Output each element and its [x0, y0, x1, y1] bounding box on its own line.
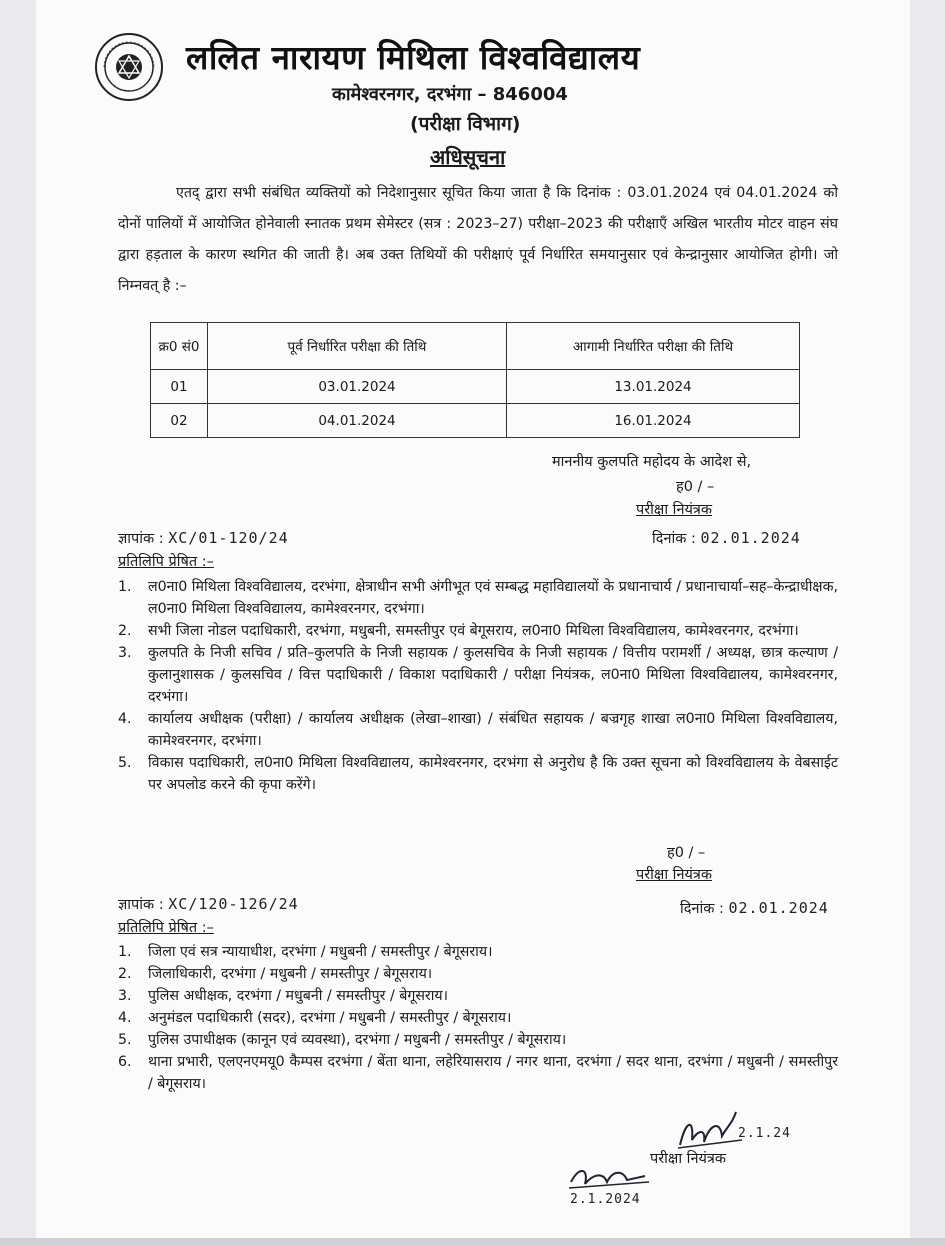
- memo-number-line: [118, 528, 289, 548]
- signed-mark: ह0 / –: [676, 479, 715, 495]
- list-item: 5. पुलिस उपाधीक्षक (कानून एवं व्यवस्था), दरभंगा / मधुबनी / समस्तीपुर / बेगूसराय।: [118, 1032, 567, 1048]
- date-label: दिनांक :: [680, 901, 724, 917]
- table-cell: 01: [151, 370, 208, 404]
- table-header-row: [151, 323, 800, 370]
- copy-forwarded-heading: प्रतिलिपि प्रेषित :–: [118, 920, 214, 936]
- list-item: 3. कुलपति के निजी सचिव / प्रति–कुलपति के निजी सहायक / कुलसचिव के निजी सहायक / वित्तीय परामर्शी / अध्यक्ष, छात्र कल्याण / कुलानुशासक / कुलसचिव / वित्त पदाधिकारी / विकाश पदाधिकारी / परीक्षा नियंत्रक, ल0ना0 मिथिला विश्वविद्यालय, कामेश्वरनगर, दरभंगा।: [118, 645, 838, 705]
- table-cell: 02: [151, 404, 208, 438]
- signed-mark: ह0 / –: [667, 845, 706, 861]
- order-line: माननीय कुलपति महोदय के आदेश से,: [552, 454, 752, 470]
- memo-label: ज्ञापांक :: [118, 897, 164, 913]
- list-item: 4. कार्यालय अधीक्षक (परीक्षा) / कार्यालय अधीक्षक (लेखा–शाखा) / संबंधित सहायक / बज्रगृह शाखा ल0ना0 मिथिला विश्वविद्यालय, कामेश्वरनगर, दरभंगा।: [118, 711, 838, 749]
- list-item: 2. जिलाधिकारी, दरभंगा / मधुबनी / समस्तीपुर / बेगूसराय।: [118, 966, 433, 982]
- memo-number-handwritten: XC/120-126/24: [168, 895, 299, 913]
- memo-label: ज्ञापांक :: [118, 531, 164, 547]
- memo-date-handwritten: 02.01.2024: [700, 529, 801, 547]
- list-item: 6. थाना प्रभारी, एलएनएमयू0 कैम्पस दरभंगा / बेंता थाना, लहेरियासराय / नगर थाना, दरभंगा / सदर थाना, दरभंगा / मधुबनी / समस्तीपुर / बेगूसराय।: [118, 1054, 838, 1092]
- table-row: [151, 370, 800, 404]
- memo-date-line: [680, 898, 829, 918]
- table-header-serial: क्र0 सं0: [151, 323, 208, 370]
- department-name: (परीक्षा विभाग): [410, 113, 521, 135]
- table-cell: 13.01.2024: [507, 370, 800, 404]
- memo-date-handwritten: 02.01.2024: [728, 899, 829, 917]
- copy-recipient-list: [118, 941, 838, 1095]
- controller-title: परीक्षा नियंत्रक: [636, 502, 713, 518]
- table-cell: 04.01.2024: [208, 404, 507, 438]
- table-cell: 03.01.2024: [208, 370, 507, 404]
- table-cell: 16.01.2024: [507, 404, 800, 438]
- signature-date-handwritten: 2.1.24: [738, 1126, 791, 1141]
- university-seal-icon: [94, 32, 164, 102]
- page-edge: [0, 1238, 945, 1245]
- memo-date-line: [652, 528, 801, 548]
- copy-forwarded-heading: प्रतिलिपि प्रेषित :–: [118, 554, 214, 570]
- table-header-new-date: आगामी निर्धारित परीक्षा की तिथि: [507, 323, 800, 370]
- list-item: 3. पुलिस अधीक्षक, दरभंगा / मधुबनी / समस्तीपुर / बेगूसराय।: [118, 988, 448, 1004]
- date-label: दिनांक :: [652, 531, 696, 547]
- notice-body-paragraph: एतद् द्वारा सभी संबंधित व्यक्तियों को निदेशानुसार सूचित किया जाता है कि दिनांक : 03.01.2024 एवं 04.01.2024 को दोनों पालियों में आयोजित होनेवाली स्नातक प्रथम सेमेस्टर (सत्र : 2023–27) परीक्षा–2023 की परीक्षाएँ अखिल भारतीय मोटर वाहन संघ द्वारा हड़ताल के कारण स्थगित की जाती है। अब उक्त तिथियों की परीक्षाएं पूर्व निर्धारित समयानुसार एवं केन्द्रानुसार आयोजित होगी। जो निम्नवत् है :–: [118, 185, 838, 294]
- list-item: 2. सभी जिला नोडल पदाधिकारी, दरभंगा, मधुबनी, समस्तीपुर एवं बेगूसराय, ल0ना0 मिथिला विश्वविद्यालय, कामेश्वरनगर, दरभंगा।: [118, 623, 799, 639]
- exam-schedule-table: [150, 322, 800, 438]
- list-item: 1. ल0ना0 मिथिला विश्वविद्यालय, दरभंगा, क्षेत्राधीन सभी अंगीभूत एवं सम्बद्ध महाविद्यालयों के प्रधानाचार्य / प्रधानाचार्या–सह–केन्द्राधीक्षक, ल0ना0 मिथिला विश्वविद्यालय, कामेश्वरनगर, दरभंगा।: [118, 579, 838, 617]
- table-row: [151, 404, 800, 438]
- list-item: 4. अनुमंडल पदाधिकारी (सदर), दरभंगा / मधुबनी / समस्तीपुर / बेगूसराय।: [118, 1010, 512, 1026]
- list-item: 5. विकास पदाधिकारी, ल0ना0 मिथिला विश्वविद्यालय, कामेश्वरनगर, दरभंगा से अनुरोध है कि उक्त सूचना को विश्वविद्यालय के वेबसाईट पर अपलोड करने की कृपा करेंगे।: [118, 755, 838, 793]
- controller-title: परीक्षा नियंत्रक: [636, 867, 713, 883]
- notice-heading: अधिसूचना: [430, 145, 506, 169]
- initials-date-handwritten: 2.1.2024: [570, 1192, 641, 1207]
- university-title: ललित नारायण मिथिला विश्वविद्यालय: [186, 38, 641, 77]
- initials-icon: [565, 1160, 675, 1220]
- memo-number-line: [118, 894, 299, 914]
- memo-number-handwritten: XC/01-120/24: [168, 529, 289, 547]
- university-address: कामेश्वरनगर, दरभंगा – 846004: [332, 84, 568, 105]
- controller-signature-title: परीक्षा नियंत्रक: [650, 1151, 727, 1167]
- list-item: 1. जिला एवं सत्र न्यायाधीश, दरभंगा / मधुबनी / समस्तीपुर / बेगूसराय।: [118, 944, 493, 960]
- copy-recipient-list: [118, 576, 838, 796]
- table-header-previous-date: पूर्व निर्धारित परीक्षा की तिथि: [208, 323, 507, 370]
